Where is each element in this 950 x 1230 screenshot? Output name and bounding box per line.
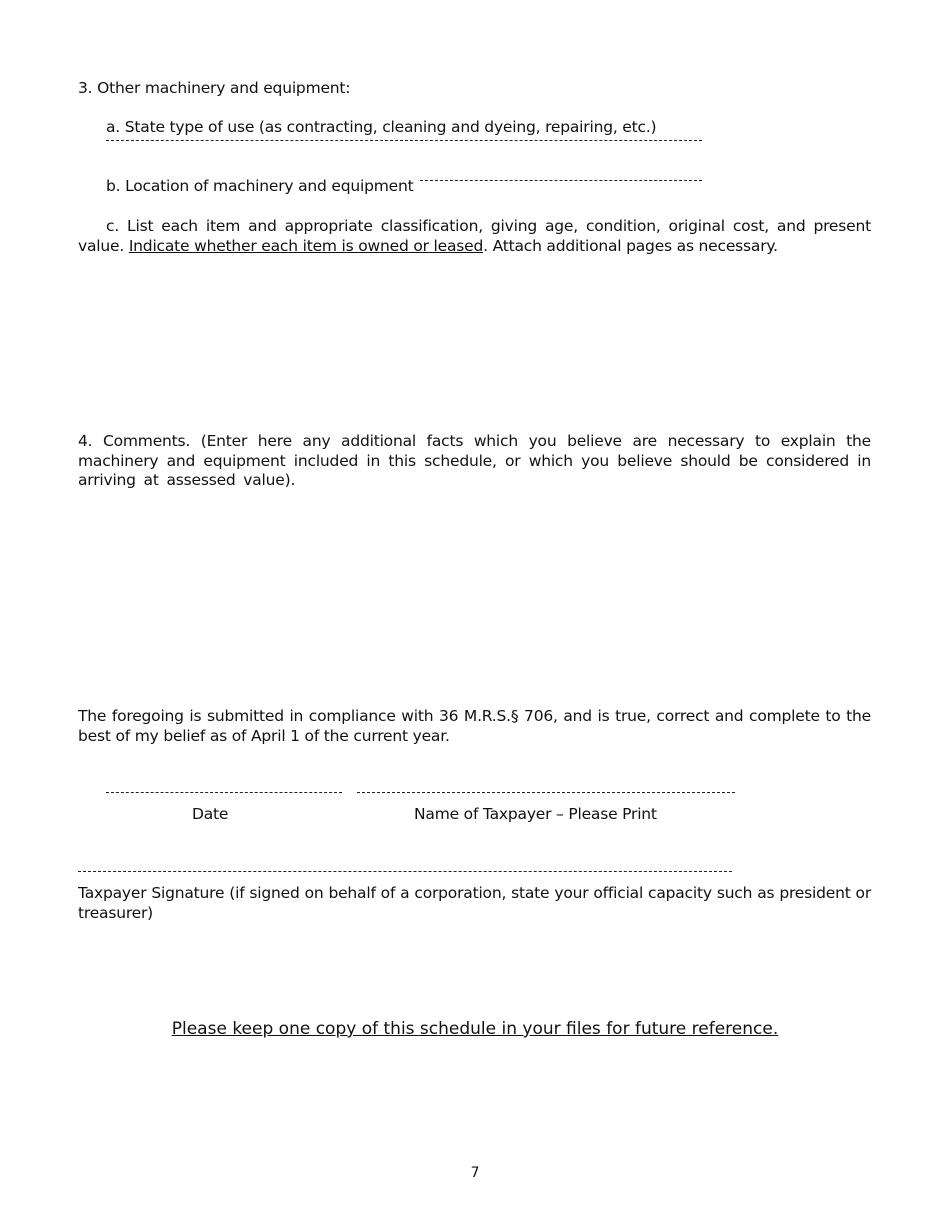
date-label: Date [192, 805, 229, 823]
type-of-use-field[interactable] [106, 140, 702, 141]
taxpayer-name-field[interactable] [357, 792, 735, 793]
section-3c-text: c. List each item and appropriate classification, giving age, condition, original cost, and present value. [78, 217, 871, 255]
section-3c-paragraph [78, 216, 871, 256]
section-3-heading: 3. Other machinery and equipment: [78, 79, 351, 97]
comments-area[interactable] [78, 496, 871, 696]
certification-statement: The foregoing is submitted in compliance with 36 M.R.S.§ 706, and is true, correct and complete to the best of my belief as of April 1 of the current year. [78, 707, 871, 745]
taxpayer-signature-label: Taxpayer Signature (if signed on behalf of a corporation, state your official capacity such as president or treasurer) [78, 884, 871, 922]
page-number: 7 [470, 1165, 480, 1181]
section-3b-label: b. Location of machinery and equipment [106, 177, 414, 195]
keep-copy-reminder: Please keep one copy of this schedule in your files for future reference. [171, 1019, 779, 1039]
date-field[interactable] [106, 792, 342, 793]
equipment-list-area[interactable] [78, 262, 871, 422]
location-field[interactable] [420, 180, 702, 181]
taxpayer-signature-field[interactable] [78, 871, 732, 872]
section-3a-label: a. State type of use (as contracting, cleaning and dyeing, repairing, etc.) [106, 118, 657, 136]
taxpayer-name-label: Name of Taxpayer – Please Print [414, 805, 657, 823]
owned-or-leased-note: Indicate whether each item is owned or leased [128, 237, 484, 255]
section-3c-tail: . Attach additional pages as necessary. [483, 237, 778, 255]
section-4-comments: 4. Comments. (Enter here any additional facts which you believe are necessary to explain the machinery and equipment included in this schedule, or which you believe should be considered in arriving at assessed value). [78, 432, 871, 489]
